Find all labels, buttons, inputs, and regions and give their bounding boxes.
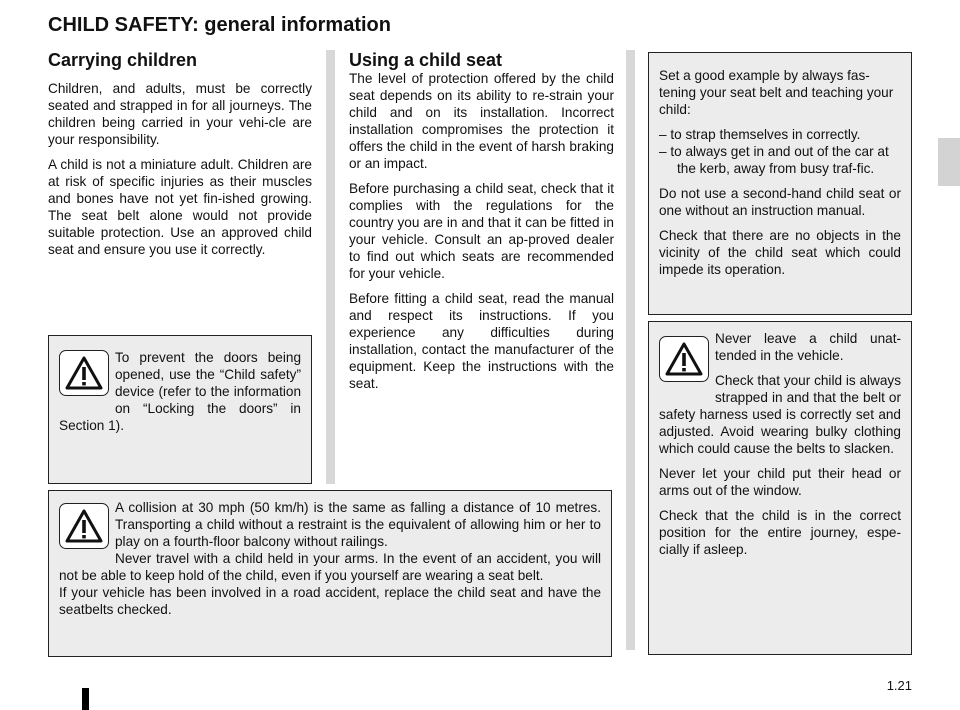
- never-leave-paragraph: Never leave a child unat-tended in the vehicle.: [715, 331, 901, 363]
- objects-paragraph: Check that there are no objects in the vicinity of the child seat which could impede its operation.: [659, 228, 901, 277]
- carrying-children-section: [48, 50, 312, 266]
- column-divider-1: [326, 50, 335, 484]
- collision-paragraph-3: If your vehicle has been involved in a road accident, replace the child seat and have the seatbelts checked.: [59, 585, 601, 617]
- section-tab: [938, 138, 960, 186]
- never-leave-box: [648, 321, 912, 655]
- correct-position-paragraph: Check that the child is in the correct position for the entire journey, espe-cially if asleep.: [659, 508, 901, 557]
- child-seat-heading: Using a child seat: [349, 50, 503, 70]
- page-title: CHILD SAFETY: general information: [48, 14, 391, 36]
- warning-triangle-icon: [59, 350, 109, 396]
- head-arms-paragraph: Never let your child put their head or arms out of the window.: [659, 466, 901, 498]
- good-example-intro: Set a good example by always fas-tening your seat belt and teaching your child:: [659, 68, 894, 117]
- crop-mark: [82, 688, 89, 710]
- doors-warning-text: To prevent the doors being opened, use the “Child safety” device (refer to the information on “Locking the doors” in Section 1).: [59, 350, 301, 433]
- good-example-box: [648, 52, 912, 315]
- collision-paragraph-1: A collision at 30 mph (50 km/h) is the same as falling a distance of 10 metres. Transporting a child without a restraint is the equivalent of allowing him or her to play on a fourth-floor balcony without railings.: [115, 500, 601, 549]
- collision-warning-box: [48, 490, 612, 657]
- child-seat-paragraph-2: Before purchasing a child seat, check that it complies with the regulations for the country you are in and that it can be fitted in your vehicle. Consult an ap-proved dealer to find out which seats are recommended for your vehicle.: [349, 181, 614, 281]
- list-item: – to strap themselves in correctly.: [659, 127, 861, 142]
- carrying-paragraph-1: Children, and adults, must be correctly seated and strapped in for all journeys. The children being carried in your vehi-cle are your responsibility.: [48, 81, 312, 147]
- doors-warning-box: [48, 335, 312, 484]
- child-seat-paragraph-1: The level of protection offered by the child seat depends on its ability to re-strain your child and on its installation. Incorrect installation compromises the protection it offers the child in the event of harsh braking or an impact.: [349, 71, 614, 171]
- child-seat-paragraph-3: Before fitting a child seat, read the manual and respect its instructions. If you experience any difficulties during installation, contact the manufacturer of the equipment. Keep the instructions with the seat.: [349, 291, 614, 391]
- collision-paragraph-2: Never travel with a child held in your arms. In the event of an accident, you will not be able to keep hold of the child, even if you yourself are wearing a seat belt.: [59, 551, 601, 583]
- warning-triangle-icon: [659, 336, 709, 382]
- page-number: 1.21: [886, 678, 912, 693]
- list-item: – to always get in and out of the car at the kerb, away from busy traf-fic.: [659, 144, 889, 176]
- strapped-in-paragraph: Check that your child is always strapped in and that the belt or safety harness used is correctly set and adjusted. Avoid wearing bulky clothing which could cause the belts to slacken.: [659, 373, 901, 456]
- warning-triangle-icon: [59, 503, 109, 549]
- column-divider-2: [626, 50, 635, 650]
- second-hand-paragraph: Do not use a second-hand child seat or one without an instruction manual.: [659, 186, 901, 218]
- child-seat-section: [349, 50, 614, 400]
- good-example-list: [659, 126, 901, 177]
- carrying-paragraph-2: A child is not a miniature adult. Children are at risk of specific injuries as their muscles and bones have not yet fin-ished growing. The seat belt alone would not provide suitable protection. Use an approved child seat and ensure you use it correctly.: [48, 157, 312, 257]
- carrying-children-heading: Carrying children: [48, 50, 198, 70]
